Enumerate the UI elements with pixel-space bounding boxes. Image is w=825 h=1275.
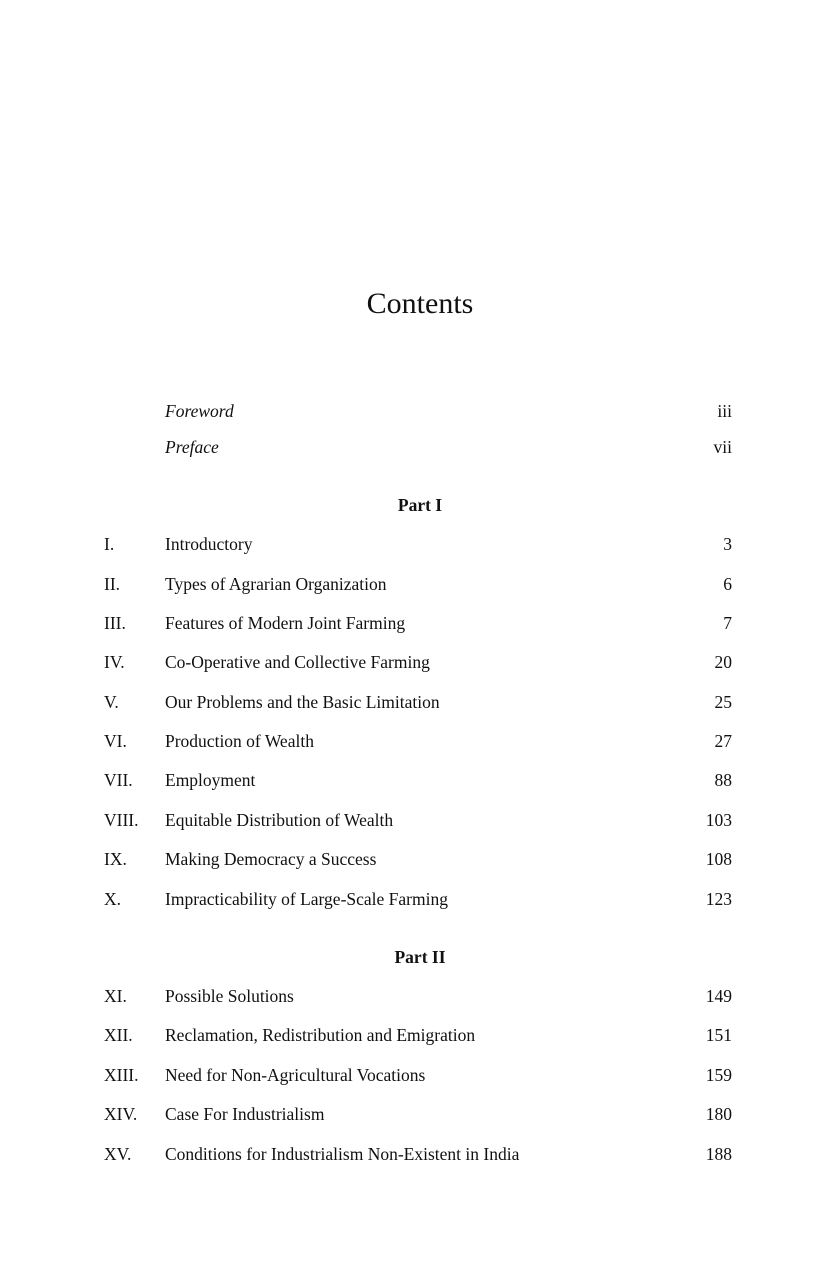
toc-entry-label: Conditions for Industrialism Non-Existent in India	[165, 1144, 520, 1164]
toc-entry-label: Reclamation, Redistribution and Emigration	[165, 1025, 476, 1045]
toc-entry[interactable]	[0, 611, 825, 635]
toc-entry-page: vii	[713, 437, 732, 457]
chapter-number: I.	[104, 534, 115, 554]
toc-entry[interactable]	[0, 1023, 825, 1047]
toc-entry-label: Production of Wealth	[165, 731, 314, 751]
toc-entry[interactable]	[0, 1063, 825, 1087]
toc-entry-page: 3	[723, 534, 732, 554]
toc-entry[interactable]	[0, 887, 825, 911]
toc-entry-label: Co-Operative and Collective Farming	[165, 652, 430, 672]
toc-entry-page: 108	[705, 849, 732, 869]
toc-entry[interactable]	[0, 847, 825, 871]
chapter-number: IV.	[104, 652, 125, 672]
toc-entry-foreword[interactable]	[0, 399, 825, 423]
toc-entry[interactable]	[0, 532, 825, 556]
toc-entry[interactable]	[0, 1142, 825, 1166]
toc-entry-page: 25	[714, 692, 732, 712]
chapter-number: VII.	[104, 770, 133, 790]
chapter-number: XI.	[104, 986, 127, 1006]
toc-entry-page: 149	[705, 986, 732, 1006]
toc-entry[interactable]	[0, 729, 825, 753]
part-heading-1: Part I	[397, 495, 443, 515]
toc-entry-page: 6	[723, 574, 732, 594]
toc-entry-page: 20	[714, 652, 732, 672]
chapter-number: III.	[104, 613, 126, 633]
chapter-number: XIV.	[104, 1104, 138, 1124]
toc-entry-page: 7	[723, 613, 732, 633]
chapter-number: VIII.	[104, 810, 139, 830]
toc-entry[interactable]	[0, 1102, 825, 1126]
toc-entry-page: 180	[705, 1104, 732, 1124]
chapter-number: IX.	[104, 849, 127, 869]
toc-entry-label: Preface	[165, 437, 219, 457]
toc-entry[interactable]	[0, 768, 825, 792]
toc-entry-page: 188	[705, 1144, 732, 1164]
toc-entry[interactable]	[0, 984, 825, 1008]
toc-entry-page: iii	[717, 401, 732, 421]
chapter-number: V.	[104, 692, 119, 712]
toc-entry-label: Case For Industrialism	[165, 1104, 325, 1124]
toc-entry[interactable]	[0, 650, 825, 674]
toc-entry[interactable]	[0, 690, 825, 714]
toc-entry-label: Equitable Distribution of Wealth	[165, 810, 394, 830]
chapter-number: X.	[104, 889, 122, 909]
toc-entry-page: 27	[714, 731, 732, 751]
toc-entry-label: Features of Modern Joint Farming	[165, 613, 406, 633]
chapter-number: II.	[104, 574, 121, 594]
toc-entry-label: Introductory	[165, 534, 253, 554]
toc-entry-page: 103	[705, 810, 732, 830]
toc-entry-page: 88	[714, 770, 732, 790]
chapter-number: VI.	[104, 731, 127, 751]
toc-entry-label: Possible Solutions	[165, 986, 294, 1006]
toc-entry-label: Making Democracy a Success	[165, 849, 377, 869]
toc-entry-label: Types of Agrarian Organization	[165, 574, 387, 594]
toc-entry[interactable]	[0, 572, 825, 596]
toc-entry-page: 159	[705, 1065, 732, 1085]
toc-entry-label: Employment	[165, 770, 256, 790]
toc-entry-label: Our Problems and the Basic Limitation	[165, 692, 440, 712]
chapter-number: XII.	[104, 1025, 133, 1045]
toc-entry[interactable]	[0, 808, 825, 832]
toc-entry-preface[interactable]	[0, 435, 825, 459]
part-heading-2: Part II	[394, 947, 446, 967]
toc-entry-page: 151	[705, 1025, 732, 1045]
chapter-number: XV.	[104, 1144, 132, 1164]
toc-entry-label: Foreword	[165, 401, 234, 421]
page-title: Contents	[366, 287, 474, 320]
chapter-number: XIII.	[104, 1065, 139, 1085]
toc-entry-page: 123	[705, 889, 732, 909]
toc-entry-label: Need for Non-Agricultural Vocations	[165, 1065, 426, 1085]
toc-entry-label: Impracticability of Large-Scale Farming	[165, 889, 448, 909]
